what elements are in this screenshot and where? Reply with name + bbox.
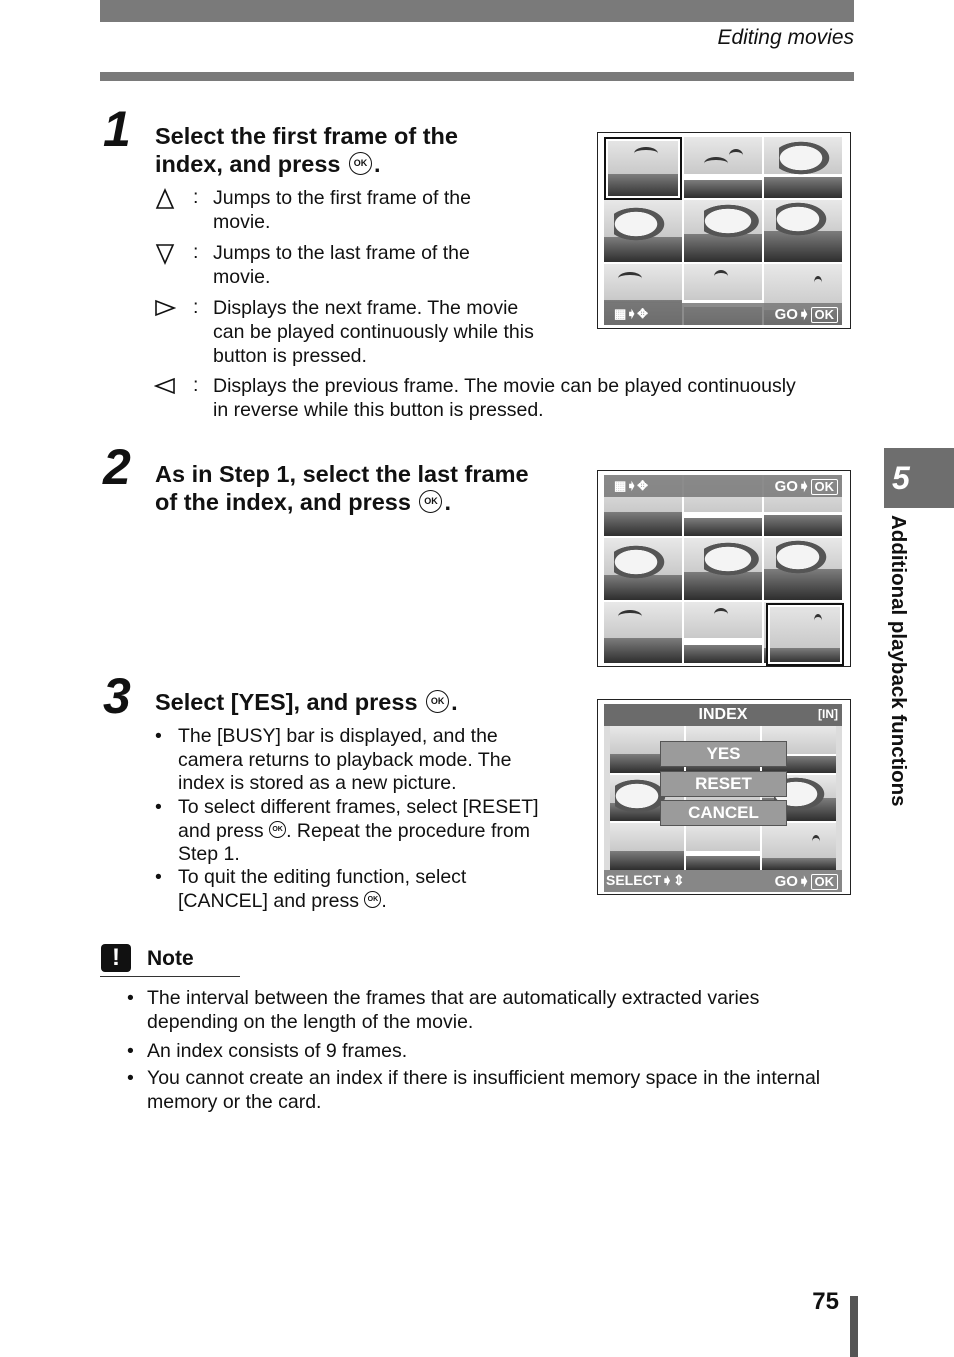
- frame-thumbnail: [610, 823, 684, 870]
- chapter-label: Additional playback functions: [887, 515, 910, 807]
- step-3-bullet-2-pre: To select different frames, select [RESET] and press: [178, 796, 539, 842]
- frame-thumbnail: [604, 602, 682, 663]
- step-1-heading: Select the first frame of the index, and press OK .: [155, 123, 458, 177]
- frame-thumbnail: [604, 538, 682, 599]
- frame-thumbnail: [684, 137, 762, 198]
- step-3-heading: Select [YES], and press OK .: [155, 689, 458, 715]
- bullet-dot: •: [155, 725, 162, 747]
- frame-thumbnail: [686, 823, 760, 870]
- note-title: Note: [147, 947, 194, 970]
- page-number: 75: [812, 1288, 839, 1315]
- bullet-dot: •: [155, 866, 162, 888]
- note-alert-icon: !: [101, 944, 131, 972]
- menu-option-yes[interactable]: YES: [660, 741, 787, 767]
- step-number-2: 2: [103, 439, 131, 495]
- chapter-tab: [884, 448, 954, 508]
- screen-1-guide-bar: [604, 303, 842, 325]
- screen-3-index-menu: [597, 699, 851, 895]
- screen-2-display: [604, 475, 842, 663]
- selected-frame-box: [604, 137, 682, 200]
- note-item-1: The interval between the frames that are automatically extracted varies depending on the length of the movie.: [147, 987, 760, 1033]
- note-item-2: An index consists of 9 frames.: [147, 1040, 408, 1062]
- step-2-heading-line2: of the index, and press: [155, 489, 411, 515]
- step-3-heading-line1: Select [YES], and press: [155, 689, 418, 715]
- select-guide: SELECT➧⇕: [606, 872, 685, 888]
- frame-thumbnail: [684, 602, 762, 663]
- step-1-item-1: Jumps to the first frame of the movie.: [213, 187, 471, 233]
- screen-3-display: [604, 704, 842, 892]
- go-ok-guide: GO➧ OK: [775, 305, 838, 323]
- step-1-heading-line2: index, and press: [155, 151, 341, 177]
- frame-thumbnail: [764, 200, 842, 261]
- screen-2-guide-bar: [604, 475, 842, 497]
- note-item-3: You cannot create an index if there is insufficient memory space in the internal memory or the card.: [147, 1067, 821, 1113]
- memory-indicator: [IN]: [818, 707, 838, 721]
- index-edit-icon: ▦➧✥: [614, 478, 649, 493]
- step-3-bullet-2: [178, 796, 548, 867]
- step-number-3: 3: [103, 668, 131, 724]
- ok-button-icon: OK: [426, 690, 449, 713]
- ok-button-icon: OK: [364, 891, 381, 908]
- item-colon: :: [193, 296, 199, 318]
- frame-thumbnail: [604, 200, 682, 261]
- frame-thumbnail: [764, 137, 842, 198]
- step-2-heading: As in Step 1, select the last frame of the index, and press OK .: [155, 461, 529, 515]
- screen-2-index-last: [597, 470, 851, 667]
- section-title: Editing movies: [717, 26, 854, 49]
- item-colon: :: [193, 241, 199, 263]
- ok-badge: OK: [811, 479, 839, 495]
- selected-frame-box: [766, 603, 844, 666]
- arrow-right-icon: [154, 297, 176, 319]
- step-3-bullet-3: [178, 866, 548, 913]
- step-1-item-4-text: Displays the previous frame. The movie can be played continuously in reverse while this button is pressed.: [213, 375, 796, 421]
- frame-thumbnail: [764, 538, 842, 599]
- header-rule: [100, 72, 854, 81]
- frame-thumbnail: [762, 823, 836, 870]
- step-3-bullet-2-post: . Repeat the procedure from Step 1.: [178, 819, 530, 865]
- menu-option-cancel[interactable]: CANCEL: [660, 800, 787, 826]
- step-number-1: 1: [103, 101, 131, 157]
- step-1-item-3: Displays the next frame. The movie can be played continuously while this button is pressed.: [213, 297, 534, 367]
- page-edge-bar: [850, 1296, 858, 1357]
- ok-button-icon: OK: [269, 821, 286, 838]
- chapter-label-container: [880, 515, 920, 875]
- chapter-number: 5: [892, 460, 910, 496]
- step-2-heading-line1: As in Step 1, select the last frame: [155, 461, 529, 487]
- step-1-item-2: Jumps to the last frame of the movie.: [213, 242, 470, 288]
- menu-title-bar: [604, 704, 842, 726]
- index-edit-icon: ▦➧✥: [614, 306, 649, 321]
- frame-thumbnail: [684, 538, 762, 599]
- go-ok-guide: GO➧ OK: [775, 872, 838, 890]
- go-ok-guide: GO➧ OK: [775, 477, 838, 495]
- item-colon: :: [193, 186, 199, 208]
- screen-1-display: [604, 137, 842, 325]
- go-label: GO: [774, 873, 798, 890]
- step-3-bullet-3-pre: To quit the editing function, select [CANCEL] and press: [178, 866, 467, 912]
- ok-badge: OK: [811, 307, 839, 323]
- step-1-heading-line1: Select the first frame of the: [155, 123, 458, 149]
- header-bar: [100, 0, 854, 22]
- item-colon: :: [193, 374, 199, 396]
- menu-title: INDEX: [698, 706, 748, 723]
- step-3-bullet-3-post: .: [381, 889, 387, 912]
- ok-button-icon: OK: [419, 490, 442, 513]
- step-3-bullet-1: The [BUSY] bar is displayed, and the camera returns to playback mode. The index is stored as a new picture.: [178, 725, 512, 794]
- note-underline: [100, 976, 240, 977]
- go-label: GO: [774, 306, 798, 323]
- bullet-dot: •: [155, 796, 162, 818]
- arrow-left-icon: [154, 375, 176, 397]
- select-label: SELECT: [606, 872, 662, 888]
- screen-3-guide-bar: [604, 870, 842, 892]
- arrow-down-icon: [154, 243, 176, 265]
- bullet-dot: •: [127, 987, 134, 1009]
- bullet-dot: •: [127, 1040, 134, 1062]
- arrow-up-icon: [154, 188, 176, 210]
- ok-badge: OK: [811, 874, 839, 890]
- step-1-item-4: [213, 374, 803, 422]
- frame-thumbnail: [684, 200, 762, 261]
- ok-button-icon: OK: [349, 152, 372, 175]
- screen-1-index-first: [597, 132, 851, 329]
- bullet-dot: •: [127, 1067, 134, 1089]
- menu-option-reset[interactable]: RESET: [660, 771, 787, 797]
- go-label: GO: [774, 478, 798, 495]
